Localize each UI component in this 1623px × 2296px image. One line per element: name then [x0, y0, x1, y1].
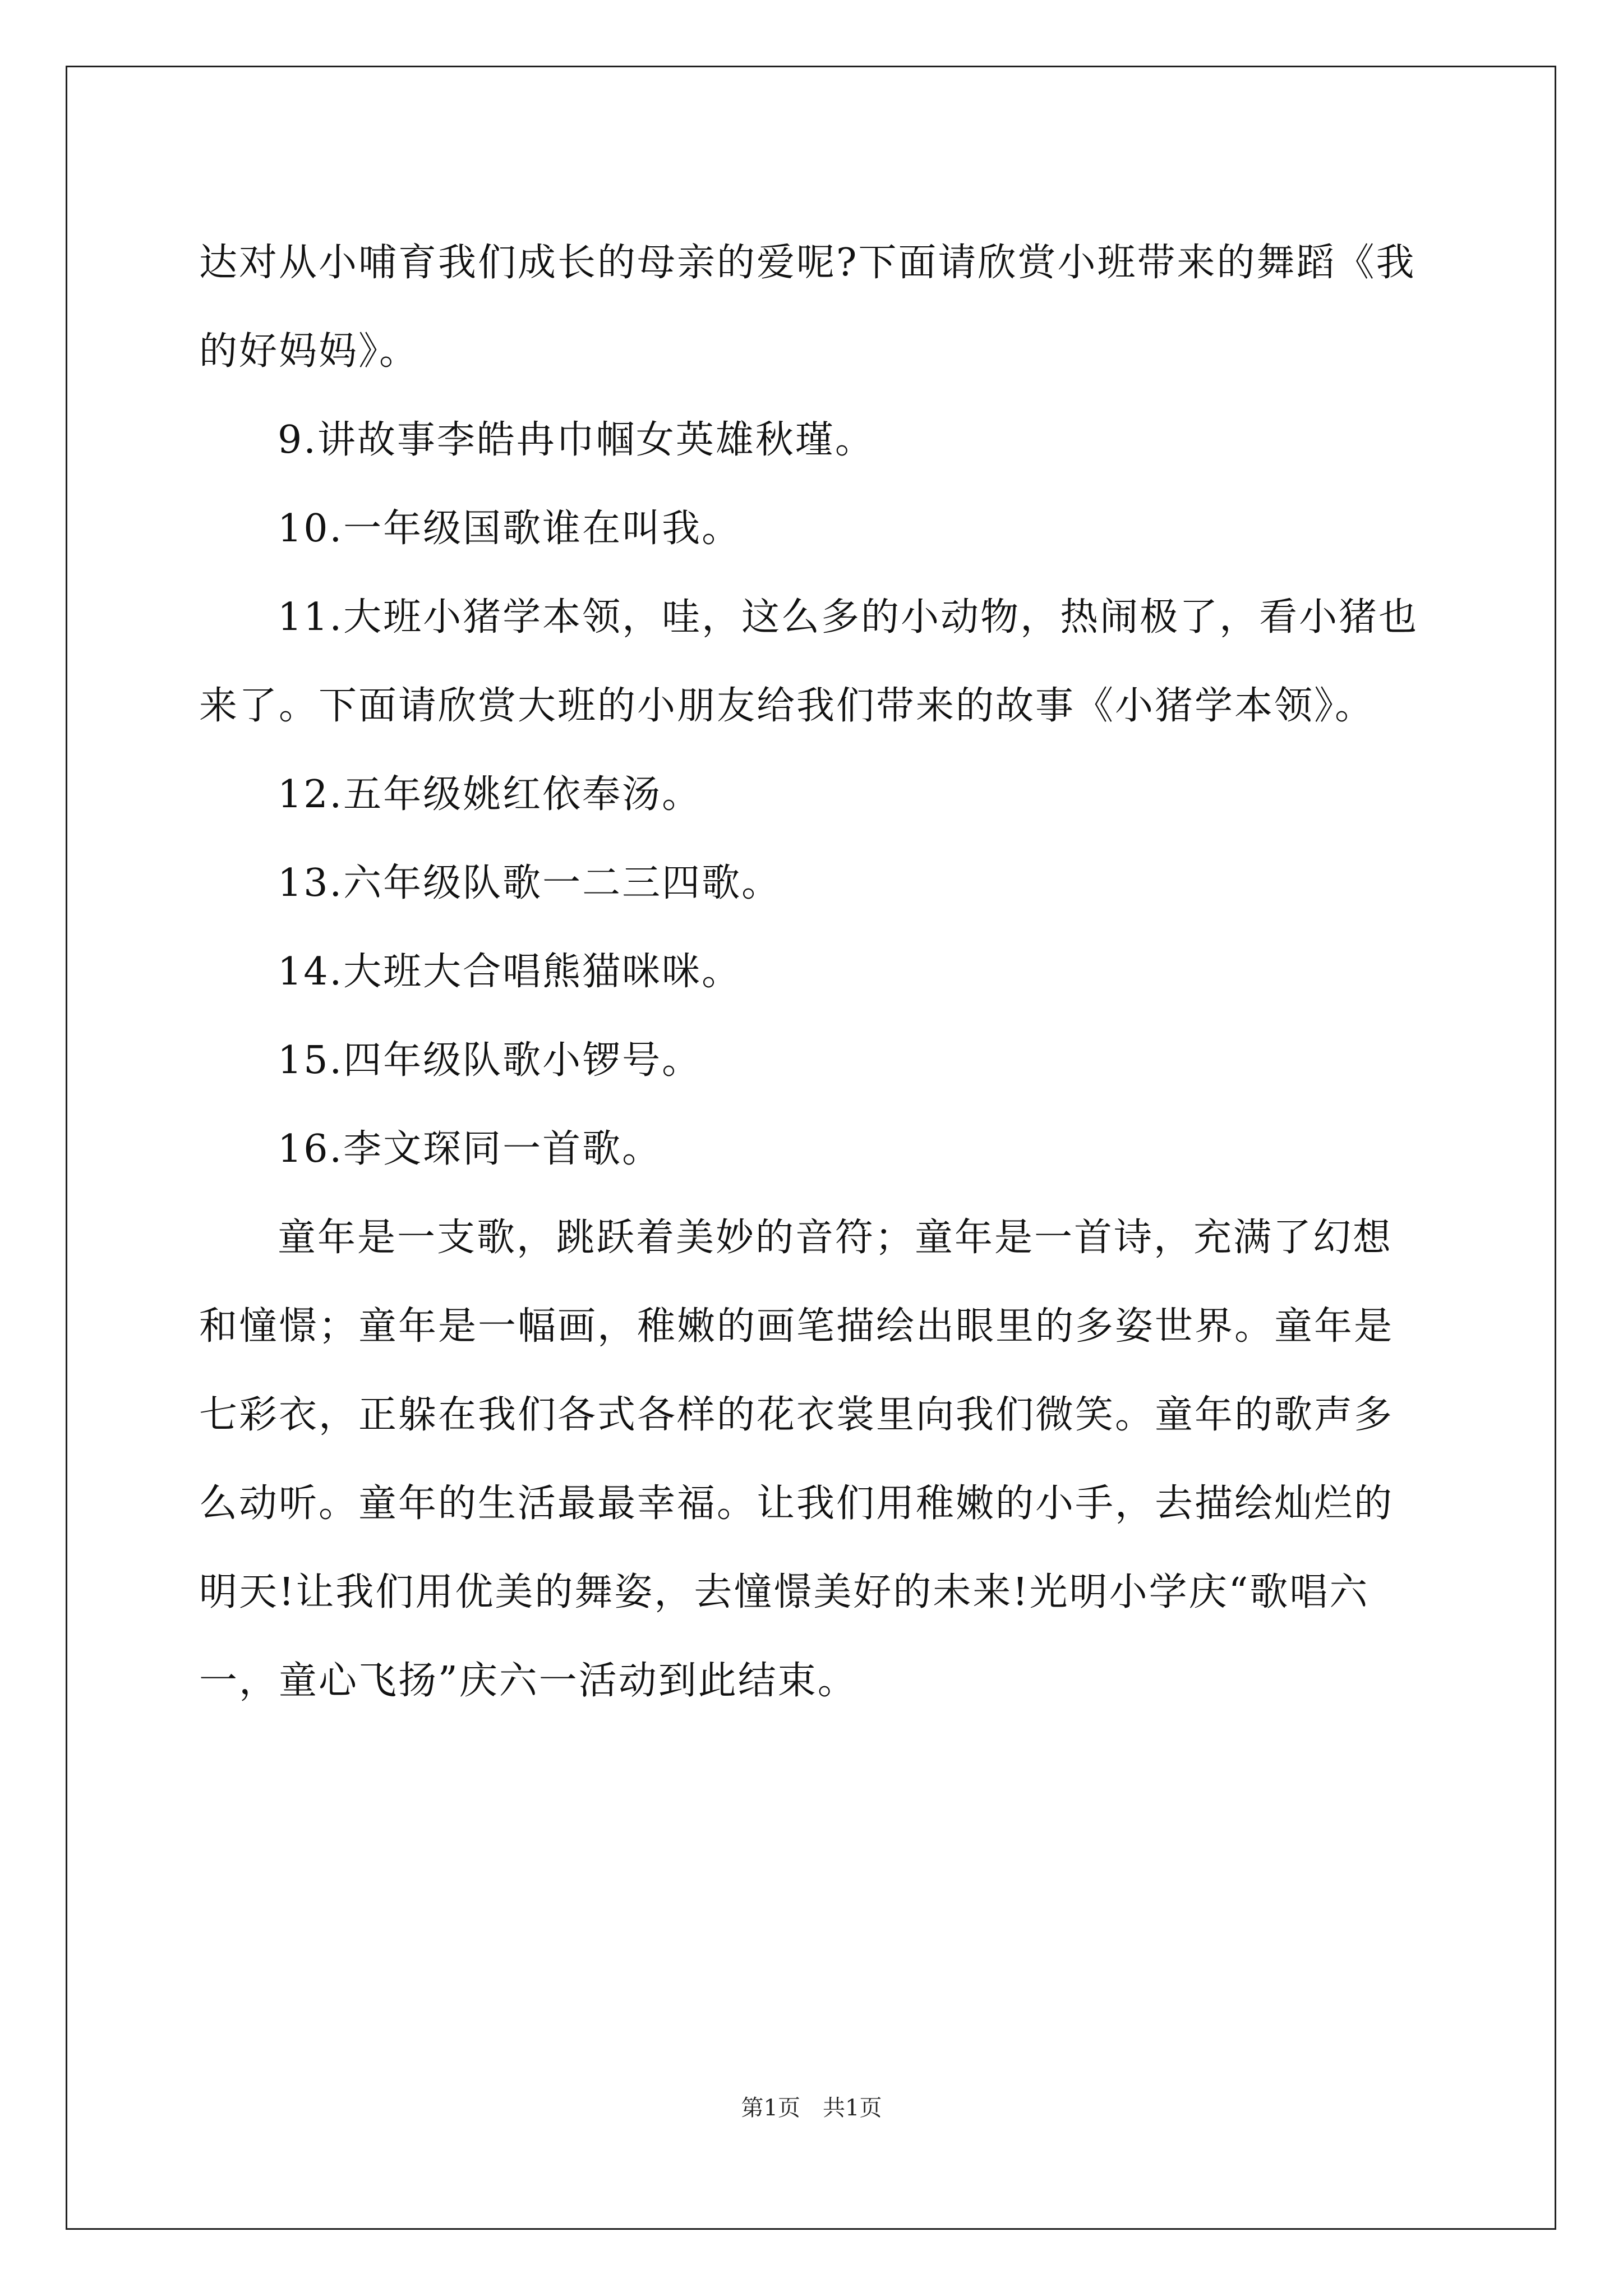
- closing-paragraph: 童年是一支歌，跳跃着美妙的音符；童年是一首诗，充满了幻想和憧憬；童年是一幅画，稚嫩的画笔描绘出眼里的多姿世界。童年是七彩衣，正躲在我们各式各样的花衣裳里向我们微笑。童年的歌声多么动听。童年的生活最最幸福。让我们用稚嫩的小手，去描绘灿烂的明天!让我们用优美的舞姿，去憧憬美好的未来!光明小学庆“歌唱六一，童心飞扬”庆六一活动到此结束。: [199, 1216, 1394, 1703]
- program-item-16: 16.李文琛同一首歌。: [278, 1127, 662, 1171]
- program-item-10: 10.一年级国歌谁在叫我。: [278, 507, 742, 551]
- program-item-9: 9.讲故事李皓冉巾帼女英雄秋瑾。: [278, 418, 875, 462]
- program-item-13: 13.六年级队歌一二三四歌。: [278, 861, 782, 905]
- program-item-11: 11.大班小猪学本领，哇，这么多的小动物，热闹极了，看小猪也来了。下面请欣赏大班的小朋友给我们带来的故事《小猪学本领》。: [199, 595, 1419, 728]
- program-item-14: 14.大班大合唱熊猫咪咪。: [278, 950, 742, 994]
- program-item-12: 12.五年级姚红依奉汤。: [278, 772, 702, 817]
- document-body: [199, 219, 1427, 1726]
- program-item-15: 15.四年级队歌小锣号。: [278, 1038, 702, 1083]
- page-footer: 第1页 共1页: [741, 2095, 882, 2121]
- paragraph-continuation: 达对从小哺育我们成长的母亲的爱呢?下面请欣赏小班带来的舞蹈《我的好妈妈》。: [199, 241, 1416, 374]
